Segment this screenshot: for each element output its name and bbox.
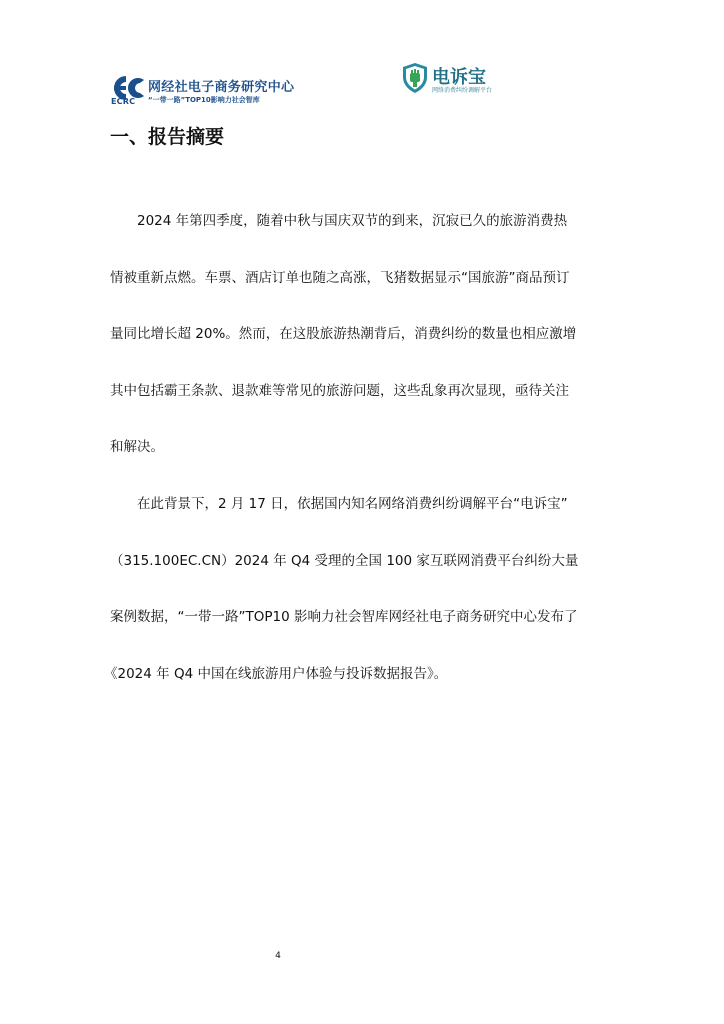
paragraph-2-line-4: 《2024 年 Q4 中国在线旅游用户体验与投诉数据报告》。 bbox=[104, 666, 448, 682]
dsb-logo bbox=[402, 62, 512, 98]
dsb-subtitle: 网络消费纠纷调解平台 bbox=[432, 87, 493, 94]
paragraph-2-line-3: 案例数据，“一带一路”TOP10 影响力社会智库网经社电子商务研究中心发布了 bbox=[110, 609, 578, 625]
ecrc-slogan: “一带一路”TOP10影响力社会智库 bbox=[148, 96, 260, 104]
ecrc-logo bbox=[110, 72, 310, 112]
paragraph-1-line-1: 2024 年第四季度，随着中秋与国庆双节的到来，沉寂已久的旅游消费热 bbox=[137, 213, 568, 229]
dsb-name: 电诉宝 bbox=[432, 67, 486, 88]
ecrc-abbr: ECRC bbox=[111, 97, 136, 106]
ecrc-name: 网经社电子商务研究中心 bbox=[148, 80, 295, 95]
section-title: 一、报告摘要 bbox=[110, 126, 225, 148]
paragraph-2-line-1: 在此背景下，2 月 17 日，依据国内知名网络消费纠纷调解平台“电诉宝” bbox=[137, 496, 568, 512]
paragraph-1-line-3: 量同比增长超 20%。然而，在这股旅游热潮背后，消费纠纷的数量也相应激增 bbox=[110, 326, 577, 342]
page-number: 4 bbox=[275, 951, 281, 961]
shield-fist-icon bbox=[402, 62, 428, 94]
paragraph-1-line-2: 情被重新点燃。车票、酒店订单也随之高涨，飞猪数据显示“国旅游”商品预订 bbox=[110, 270, 570, 286]
paragraph-2-line-2: （315.100EC.CN）2024 年 Q4 受理的全国 100 家互联网消费平台纠纷大量 bbox=[110, 553, 579, 569]
paragraph-1-line-4: 其中包括霸王条款、退款难等常见的旅游问题，这些乱象再次显现，亟待关注 bbox=[110, 383, 569, 399]
paragraph-1-line-5: 和解决。 bbox=[110, 439, 164, 455]
